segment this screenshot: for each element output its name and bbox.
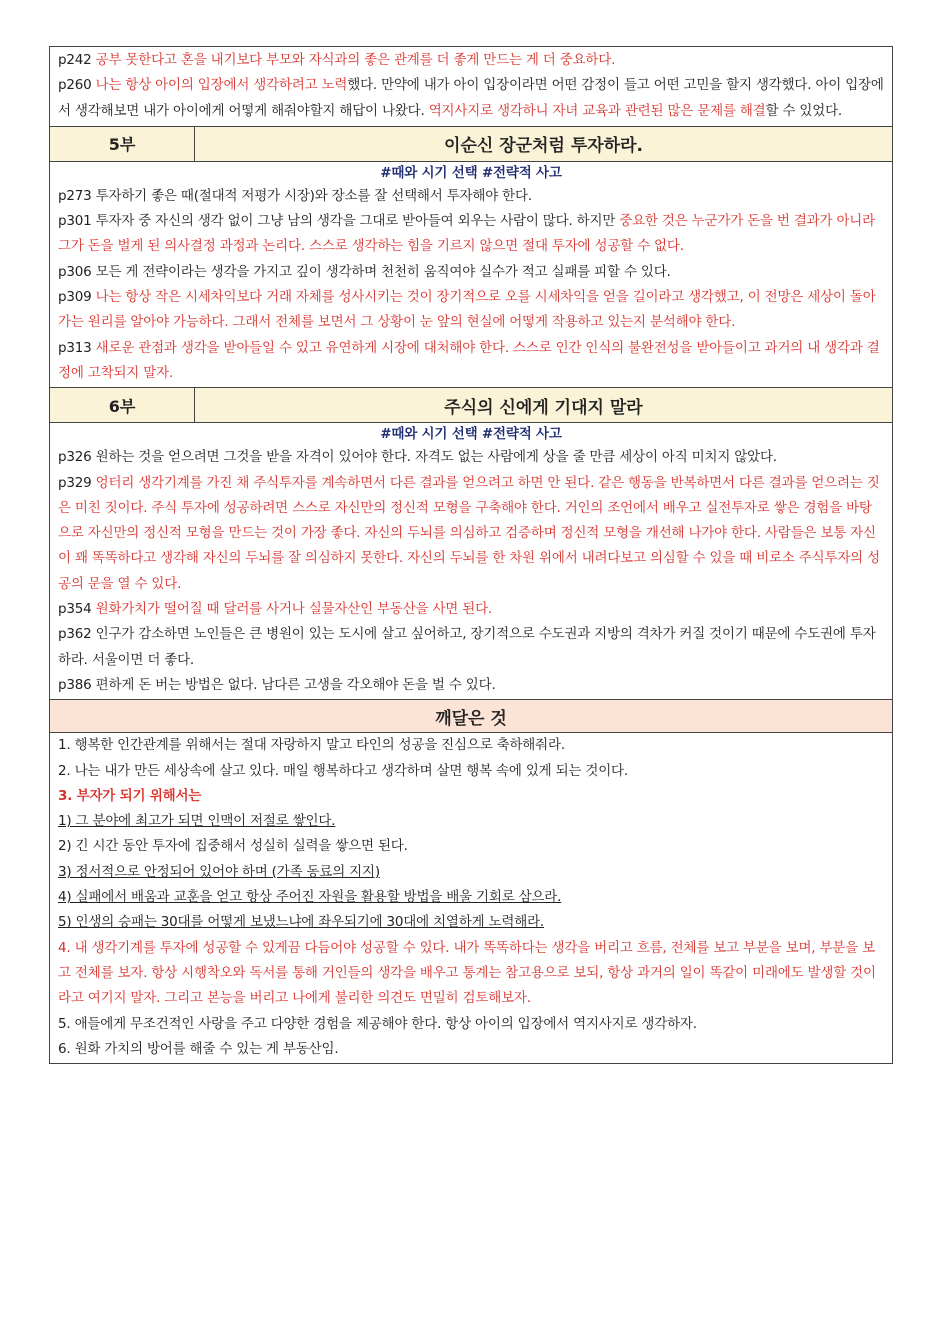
part-tags: #때와 시기 선택 #전략적 사고 [380,426,562,443]
quote-p329: p329 엉터리 생각기계를 가진 채 주식투자를 계속하면서 다른 결과를 얻으려고 하면 안 된다. 같은 행동을 반복하면서 다른 결과를 얻으려는 짓은 미친 짓이다. 주식 투자에 성공하려면 스스로 자신만의 정신적 모형을 구축해야 한다. 거인의 조언에서 배우고 실전투자로 쌓은 경험을 바탕으로 자신만의 정신적 모형을 만드는 것이 가장 좋다. 자신의 두뇌를 의심하고 검증하며 정신적 모형을 개선해 나가야 한다. 사람들은 보통 자신이 꽤 똑똑하다고 생각해 자신의 두뇌를 잘 의심하지 못한다. 자신의 두뇌를 한 차원 위에서 내려다보고 의심할 수 있을 때 비로소 주식투자의 성공의 문을 열 수 있다. [58,474,880,592]
quote-p386: p386 편하게 돈 버는 방법은 없다. 남다른 고생을 각오해야 돈을 벌 수 있다. [58,676,496,693]
page-ref: p260 [58,77,92,94]
part-number: 6부 [50,388,195,423]
part5-body [50,161,893,387]
insight-item: 4. 내 생각기계를 투자에 성공할 수 있게끔 다듬어야 성공할 수 있다. 내가 똑똑하다는 생각을 버리고 흐름, 전체를 보고 부분을 보며, 부분을 보고 전체를 보자. 항상 시행착오와 독서를 통해 거인들의 생각을 배우고 통계는 참고용으로 보되, 항상 과거의 일이 똑같이 미래에도 발생할 것이라고 여기지 말자. 그리고 본능을 버리고 나에게 불리한 의견도 면밀히 검토해보자. [58,939,876,1007]
quote-p242: p242 공부 못한다고 혼을 내기보다 부모와 자식과의 좋은 관계를 더 좋게 만드는 게 더 중요하다. [58,52,616,68]
document-page [49,46,893,1064]
insight-subitem: 3) 정서적으로 안정되어 있어야 하며 (가족 동료의 지지) [58,863,380,880]
book-summary-table [49,46,893,1064]
quote-p354: p354 원화가치가 떨어질 때 달러를 사거나 실물자산인 부동산을 사면 된다. [58,601,493,618]
quote-p362: p362 인구가 감소하면 노인들은 큰 병원이 있는 도시에 살고 싶어하고, 장기적으로 수도권과 지방의 격차가 커질 것이기 때문에 수도권에 투자하라. 서울이면 더 좋다. [58,626,876,668]
insights-title: 깨달은 것 [50,700,893,733]
insight-item: 5. 애들에게 무조건적인 사랑을 주고 다양한 경험을 제공해야 한다. 항상 아이의 입장에서 역지사지로 생각하자. [58,1015,697,1032]
page-ref: p242 [58,52,92,68]
insight-subitem: 5) 인생의 승패는 30대를 어떻게 보냈느냐에 좌우되기에 30대에 치열하게 노력해라. [58,914,544,931]
insight-item: 3. 부자가 되기 위해서는 [58,787,202,804]
part-title: 이순신 장군처럼 투자하라. [195,126,893,161]
quote-p273: p273 투자하기 좋은 때(절대적 저평가 시장)와 장소를 잘 선택해서 투자해야 한다. [58,187,532,204]
intro-section [50,47,893,127]
insight-item: 2. 나는 내가 만든 세상속에 살고 있다. 매일 행복하다고 생각하며 살면 행복 속에 있게 되는 것이다. [58,762,628,779]
quote-p306: p306 모든 게 전략이라는 생각을 가지고 깊이 생각하며 천천히 움직여야 실수가 적고 실패를 피할 수 있다. [58,263,671,280]
part-tags: #때와 시기 선택 #전략적 사고 [380,164,562,181]
part6-header [50,388,893,423]
part-title: 주식의 신에게 기대지 말라 [195,388,893,423]
insight-item: 1. 행복한 인간관계를 위해서는 절대 자랑하지 말고 타인의 성공을 진심으로 축하해줘라. [58,737,565,754]
part6-body [50,423,893,700]
insights-header [50,700,893,733]
insight-subitem: 2) 긴 시간 동안 투자에 집중해서 성실히 실력을 쌓으면 된다. [58,838,408,855]
insights-body [50,733,893,1064]
insight-subitem: 1) 그 분야에 최고가 되면 인맥이 저절로 쌓인다. [58,813,336,830]
quote-p301: p301 투자자 중 자신의 생각 없이 그냥 남의 생각을 그대로 받아들여 외우는 사람이 많다. 하지만 중요한 것은 누군가가 돈을 번 결과가 아니라 그가 돈을 벌게 된 의사결정 과정과 논리다. 스스로 생각하는 힘을 기르지 않으면 절대 투자에 성공할 수 없다. [58,213,875,255]
insight-subitem: 4) 실패에서 배움과 교훈을 얻고 항상 주어진 자원을 활용할 방법을 배울 기회로 삼으라. [58,889,562,906]
quote-p309: p309 나는 항상 작은 시세차익보다 거래 자체를 성사시키는 것이 장기적으로 오를 시세차익을 얻을 길이라고 생각했고, 이 전망은 세상이 돌아가는 원리를 알아야 가능하다. 그래서 전체를 보면서 그 상황이 눈 앞의 현실에 어떻게 작용하고 있는지 분석해야 한다. [58,289,876,331]
part5-header [50,126,893,161]
quote-p326: p326 원하는 것을 얻으려면 그것을 받을 자격이 있어야 한다. 자격도 없는 사람에게 상을 줄 만큼 세상이 아직 미치지 않았다. [58,449,777,466]
insight-item: 6. 원화 가치의 방어를 해줄 수 있는 게 부동산임. [58,1040,339,1057]
quote-p313: p313 새로운 관점과 생각을 받아들일 수 있고 유연하게 시장에 대처해야 한다. 스스로 인간 인식의 불완전성을 받아들이고 과거의 내 생각과 결정에 고착되지 말자. [58,339,880,381]
quote-p260: p260 나는 항상 아이의 입장에서 생각하려고 노력했다. 만약에 내가 아이 입장이라면 어떤 감정이 들고 어떤 고민을 할지 생각했다. 아이 입장에서 생각해보면 내가 아이에게 어떻게 해줘야할지 해답이 나왔다. 역지사지로 생각하니 자녀 교육과 관련된 많은 문제를 해결할 수 있었다. [58,77,884,119]
part-number: 5부 [50,126,195,161]
